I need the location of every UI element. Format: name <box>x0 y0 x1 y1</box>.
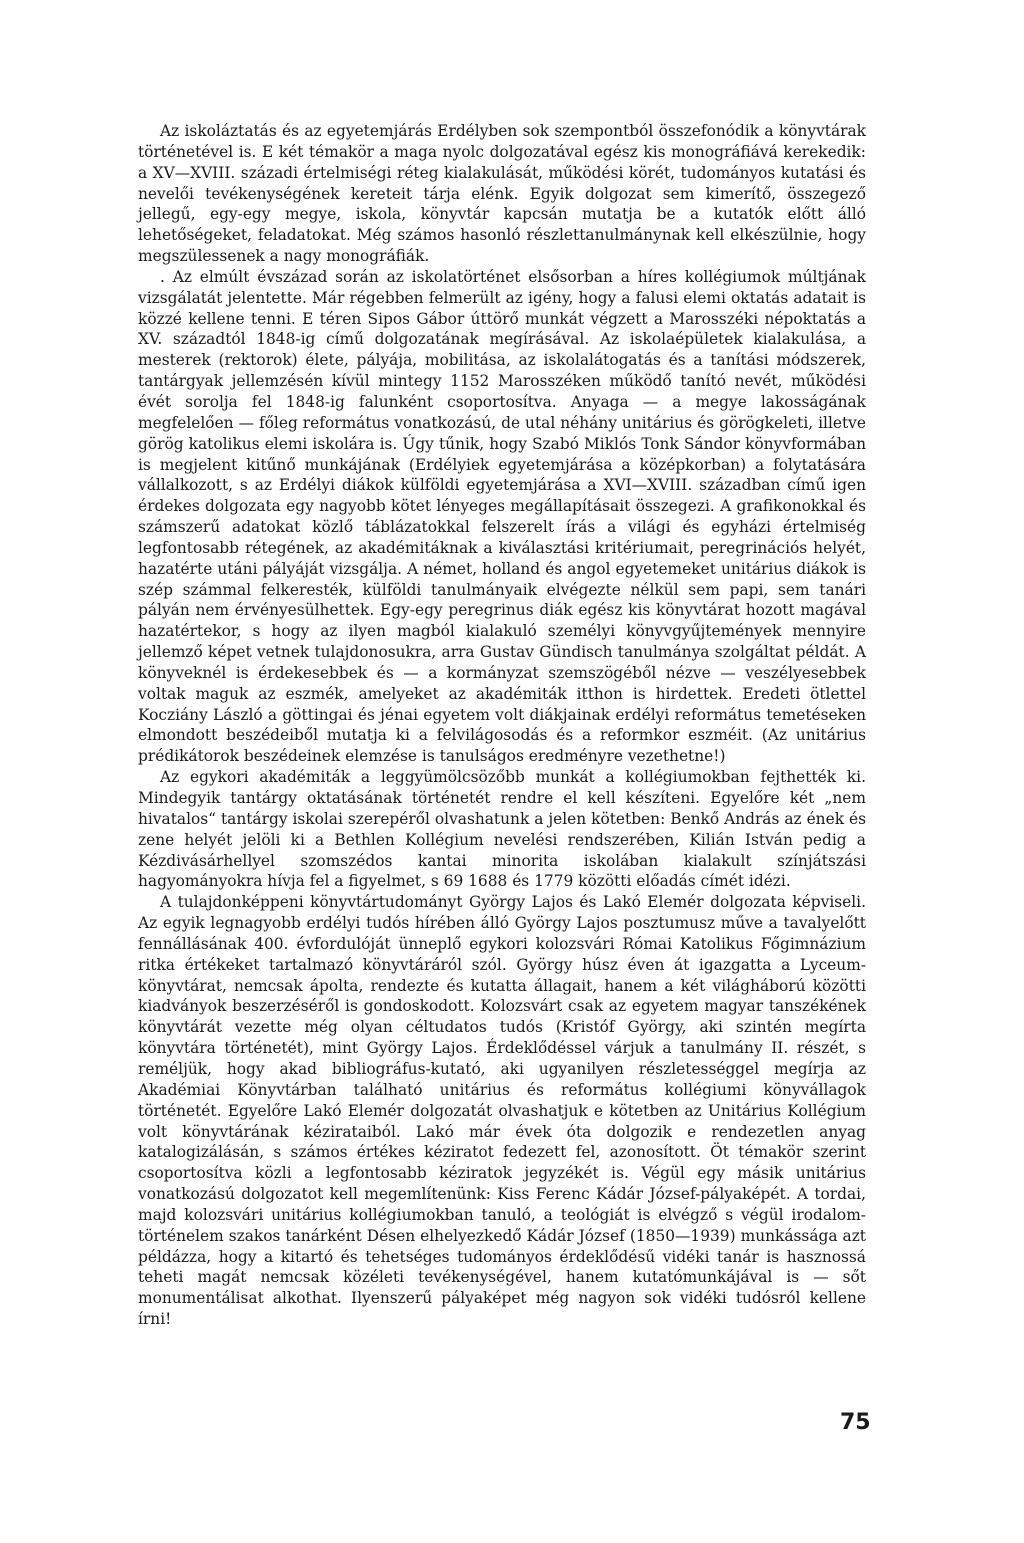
paragraph-2: . Az elmúlt évszázad során az iskolatörténet elsősorban a híres kollégiumok múltjának vizsgálatát jelentette. Már régebben felmerült az igény, hogy a falusi elemi oktatás adatait is közzé kellene tenni. E téren Sipos Gábor úttörő munkát végzett a Marosszéki népoktatás a XV. századtól 1848-ig című dolgozatának megírásával. Az iskolaépületek kialakulása, a mesterek (rektorok) élete, pályája, mobilitása, az iskolalátogatás és a tanítási módszerek, tantárgyak jellemzésén kívül mintegy 1152 Marosszéken működő tanító nevét, működési évét sorolja fel 1848-ig falunként csoportosítva. Anyaga — a megye lakosságának megfelelően — főleg református vonatkozású, de utal néhány unitárius és görögkeleti, illetve görög katolikus elemi iskolára is. Úgy tűnik, hogy Szabó Miklós Tonk Sándor könyvformában is megjelent kitűnő munkájának (Erdélyiek egyetemjárása a középkorban) a folytatására vállalkozott, s az Erdélyi diákok külföldi egyetemjárása a XVI—XVIII. században című igen érdekes dolgozata egy nagyobb kötet lényeges megállapításait összegezi. A grafikonokkal és számszerű adatokat közlő táblázatokkal felszerelt írás a világi és egyházi értelmiség legfontosabb rétegének, az akadémitáknak a kiválasztási kritériumait, peregrinációs helyét, hazatérte utáni pályáját vizsgálja. A német, holland és angol egyetemeket unitárius diákok is szép számmal felkeresték, külföldi tanulmányaik elvégezte nélkül sem papi, sem tanári pályán nem érvényesülhettek. Egy-egy peregrinus diák egész kis könyvtárat hozott magával hazatértekor, s hogy az ilyen magból kialakuló személyi könyvgyűjtemények mennyire jellemző képet vetnek tulajdonosukra, arra Gustav Gündisch tanulmánya szolgáltat példát. A könyveknél is érdekesebbek és — a kormányzat szemszögéből nézve — veszélyesebbek voltak maguk az eszmék, amelyeket az akadémiták itthon is hirdettek. Eredeti ötlettel Kocziány László a göttingai és jénai egyetem volt diákjainak erdélyi református temetéseken elmondott beszédeiből mutatja ki a felvilágosodás és a reformkor eszméit. (Az unitárius prédikátorok beszédeinek elemzése is tanulságos eredményre vezethetne!) <box>138 267 866 766</box>
paragraph-4: A tulajdonképpeni könyvtártudományt György Lajos és Lakó Elemér dolgozata képviseli. Az egyik legnagyobb erdélyi tudós hírében álló György Lajos posztumusz műve a tavalyelőtt fennállásának 400. évfordulóját ünneplő egykori kolozsvári Római Katolikus Főgimnázium ritka értékeket tartalmazó könyvtáráról szól. György húsz éven át igazgatta a Lyceum-könyvtárat, nemcsak ápolta, rendezte és kutatta állagait, hanem a két világháború közötti kiadványok beszerzéséről is gondoskodott. Kolozsvárt csak az egyetem magyar tanszékének könyvtárát vezette még olyan céltudatos tudós (Kristóf György, aki szintén megírta könyvtára történetét), mint György Lajos. Érdeklődéssel várjuk a tanulmány II. részét, s reméljük, hogy akad bibliográfus-kutató, aki ugyanilyen részletességgel megírja az Akadémiai Könyvtárban található unitárius és református kollégiumi könyvállagok történetét. Egyelőre Lakó Elemér dolgozatát olvashatjuk e kötetben az Unitárius Kollégium volt könyvtárának kézirataiból. Lakó már évek óta dolgozik e rendezetlen anyag katalogizálásán, s számos értékes kéziratot fedezett fel, azonosított. Öt témakör szerint csoportosítva közli a legfontosabb kéziratok jegyzékét is. Végül egy másik unitárius vonatkozású dolgozatot kell megemlítenünk: Kiss Ferenc Kádár József-pályaképét. A tordai, majd kolozsvári unitárius kollégiumokban tanuló, a teológiát is elvégző s végül irodalom-történelem szakos tanárként Désen elhelyezkedő Kádár József (1850—1939) munkássága azt példázza, hogy a kitartó és tehetséges tudományos érdeklődésű vidéki tanár is hasznossá teheti magát nemcsak közéleti tevékenységével, hanem kutatómunkájával is — sőt monumentálisat alkothat. Ilyenszerű pályaképet még nagyon sok vidéki tudósról kellene írni! <box>138 893 866 1329</box>
body-text <box>138 121 866 1330</box>
paragraph-3: Az egykori akadémiták a leggyümölcsözőbb munkát a kollégiumokban fejthették ki. Mindegyik tantárgy oktatásának történetét rendre el kell készíteni. Egyelőre két „nem hivatalos“ tantárgy iskolai szerepéről olvashatunk a jelen kötetben: Benkő András az ének és zene helyét jelöli ki a Bethlen Kollégium nevelési rendszerében, Kilián István pedig a Kézdivásárhellyel szomszédos kantai minorita iskolában kialakult színjátszási hagyományokra hívja fel a figyelmet, s 69 1688 és 1779 közötti előadás címét idézi. <box>138 768 866 891</box>
paragraph-1: Az iskoláztatás és az egyetemjárás Erdélyben sok szempontból összefonódik a könyvtárak történetével is. E két témakör a maga nyolc dolgozatával egész kis monográfiává kerekedik: a XV—XVIII. századi értelmiségi réteg kialakulását, működési körét, tudományos kutatási és nevelői tevékenységének kereteit tárja elénk. Egyik dolgozat sem kimerítő, összegező jellegű, egy-egy megye, iskola, könyvtár kapcsán mutatja be a kutatók előtt álló lehetőségeket, feladatokat. Még számos hasonló részlettanulmánynak kell elkészülnie, hogy megszülessenek a nagy monográfiák. <box>138 122 866 266</box>
page-number: 75 <box>840 1410 871 1435</box>
